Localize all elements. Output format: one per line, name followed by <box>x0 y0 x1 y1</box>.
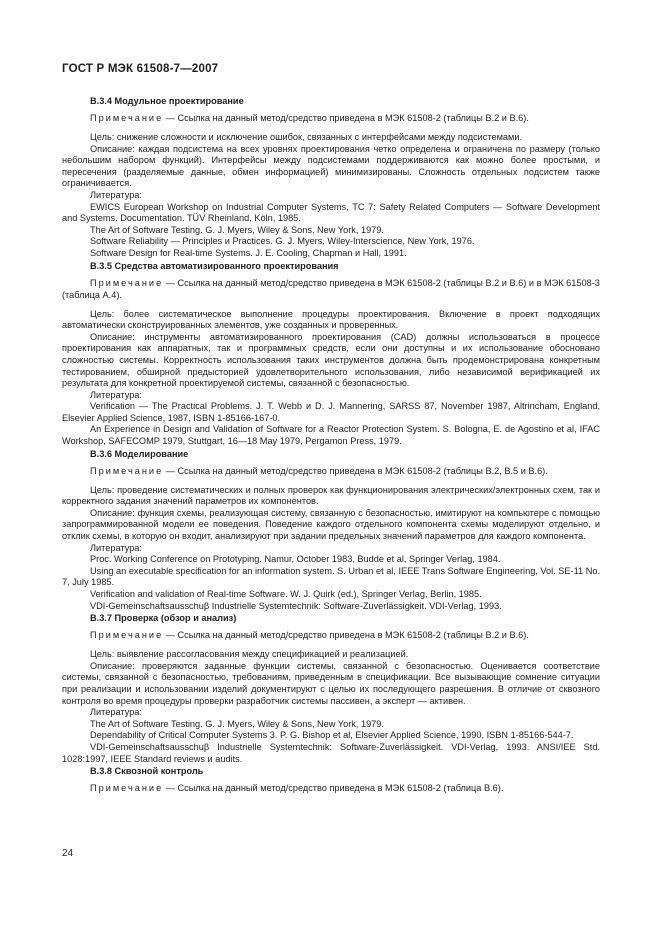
reference-item: Verification — The Practical Problems. J. T. Webb и D. J. Mannering, SARSS 87, November 1987, Altrincham, England, Elsevier Applied Science, 1987, ISBN 1-85166-167-0. <box>62 401 600 423</box>
description-b37: Описание: проверяются заданные функции системы, связанной с безопасностью. Оценивается соответствие системы, связанной с безопасностью, требованиям, приведенным в спецификации. Все вызывающие сомнение ситуации при реализации и использовании изделий документируют с целью их последующего разрешения. В отличие от сквозного контроля во время процедуры проверки разработчик системы пассивен, а эксперт — активен. <box>62 660 600 706</box>
reference-item: The Art of Software Testing. G. J. Myers, Wiley & Sons, New York, 1979. <box>90 224 384 235</box>
literature-label-b34: Литература: <box>90 189 142 200</box>
note-text: — Ссылка на данный метод/средство приведена в МЭК 61508-2 (таблицы B.2 и B.6). <box>163 113 529 123</box>
reference-item: VDI-Gemeinschaftsausschuβ Industrielle Systemtechnik: Software-Zuverlässigkeit. VDI-Verlag, 1993. <box>90 600 502 611</box>
section-title-b36: B.3.6 Моделирование <box>90 448 189 459</box>
note-label: Примечание <box>90 783 164 794</box>
reference-item: Verification and validation of Real-time Software. W. J. Quirk (ed.), Springer Verlag, Berlin, 1985. <box>90 589 482 599</box>
note-label: Примечание <box>90 277 164 288</box>
note-b38 <box>62 782 600 794</box>
note-b35 <box>62 277 600 301</box>
note-text: — Ссылка на данный метод/средство приведена в МЭК 61508-2 (таблицы B.2, B.5 и B.6). <box>163 465 548 476</box>
reference-item: Dependability of Critical Computer Systems 3. P. G. Bishop et al, Elsevier Applied Science, 1990, ISBN 1-85166-544-7. <box>90 730 574 741</box>
note-b37 <box>62 629 600 641</box>
description-b36: Описание: функция схемы, реализующая систему, связанную с безопасностью, имитируют на компьютере с помощью запрограммированной модели ее поведения. Поведение каждого отдельного компонента схемы моделируют отдельно, и отклик схемы, в которую он входит, анализируют при задании предельных значений параметров для каждого компонента. <box>62 507 600 542</box>
note-b36 <box>62 465 600 477</box>
goal-b36: Цель: проведение систематических и полных проверок как функционирования электрических/электронных схем, так и корректного задания значений параметров их компонентов. <box>62 484 600 507</box>
reference-item: Software Design for Real-time Systems. J. E. Cooling, Chapman и Hall, 1991. <box>90 247 407 258</box>
literature-label-b35: Литература: <box>90 389 142 400</box>
description-b35: Описание: инструменты автоматизированного проектирования (CAD) должны использоваться в процессе проектирования как аппаратных, так и программных средств, если они доступны и их использование обосновано сложностью системы. Корректность использования таких инструментов должна быть продемонстрирована конкретным тестированием, обширной предысторией удовлетворительного использования, либо независимой верификацией их результата для конкретной проектируемой системы, связанной с безопасностью. <box>62 331 600 389</box>
reference-item: Proc. Working Conference on Prototyping. Namur, October 1983, Budde et al, Springer Verlag, 1984. <box>90 554 501 565</box>
note-text: — Ссылка на данный метод/средство приведена в МЭК 61508-2 (таблицы B.2 и B.6) и в МЭК 61508-3 (таблица А.4). <box>62 277 600 300</box>
literature-label-b37: Литература: <box>90 707 142 718</box>
reference-item: EWICS European Workshop on Industrial Computer Systems, TC 7: Safety Related Computers — Software Development and Systems. Documentation. TÜV Rheinland, Köln, 1985. <box>62 201 600 224</box>
note-b34 <box>62 112 600 124</box>
reference-item: The Art of Software Testing. G. J. Myers, Wiley & Sons, New York, 1979. <box>90 718 384 729</box>
reference-item: Using an executable specification for an information system. S. Urban et al, IEEE Trans Software Engineering, Vol. SE-11 No. 7, July 1985. <box>62 565 600 588</box>
note-label: Примечание <box>90 113 164 123</box>
note-label: Примечание <box>90 465 164 476</box>
section-title-b37: B.3.7 Проверка (обзор и анализ) <box>90 613 237 624</box>
section-title-b34: B.3.4 Модульное проектирование <box>90 96 244 106</box>
reference-item: VDI-Gemeinschaftsausschuβ Industrielle Systemtechnik: Software-Zuverlässigkeit. VDI-Verlag, 1993. ANSI/IEE Std. 1028:1997, IEEE Standard reviews и audits. <box>62 741 600 764</box>
page-number: 24 <box>62 848 74 859</box>
note-text: — Ссылка на данный метод/средство приведена в МЭК 61508-2 (таблицы B.2 и B.6). <box>163 630 529 641</box>
document-page <box>62 63 600 802</box>
note-text: — Ссылка на данный метод/средство приведена в МЭК 61508-2 (таблица B.6). <box>163 783 504 794</box>
goal-b34: Цель: снижение сложности и исключение ошибок, связанных с интерфейсами между подсистемами. <box>90 132 523 142</box>
goal-b37: Цель: выявление рассогласования между спецификацией и реализацией. <box>90 649 409 660</box>
reference-item: An Experience in Design and Validation of Software for a Reactor Protection System. S. Bologna, E. de Agostino et al, IFAC Workshop, SAFECOMP 1979, Stuttgart, 16—18 May 1979, Pergamon Press, 1979. <box>62 424 600 447</box>
literature-label-b36: Литература: <box>90 542 142 553</box>
section-title-b35: B.3.5 Средства автоматизированного проектирования <box>90 260 339 271</box>
section-title-b38: B.3.8 Сквозной контроль <box>90 766 204 777</box>
description-b34: Описание: каждая подсистема на всех уровнях проектирования четко определена и ограничена по размеру (только небольшим набором функций). Интерфейсы между подсистемами поддерживаются как можно более простыми, и пересечения (разделяемые данные, обмен информацией) минимизированы. Сложность отдельных подсистем также ограничивается. <box>62 143 600 189</box>
goal-b35: Цель: более систематическое выполнение процедуры проектирования. Включение в проект подходящих автоматически сконструированных элементов, уже созданных и проверенных. <box>62 308 600 331</box>
note-label: Примечание <box>90 630 164 641</box>
document-header: ГОСТ Р МЭК 61508-7—2007 <box>62 63 219 75</box>
reference-item: Software Reliability — Principles и Practices. G. J. Myers, Wiley-Interscience, New York, 1976. <box>90 236 475 247</box>
